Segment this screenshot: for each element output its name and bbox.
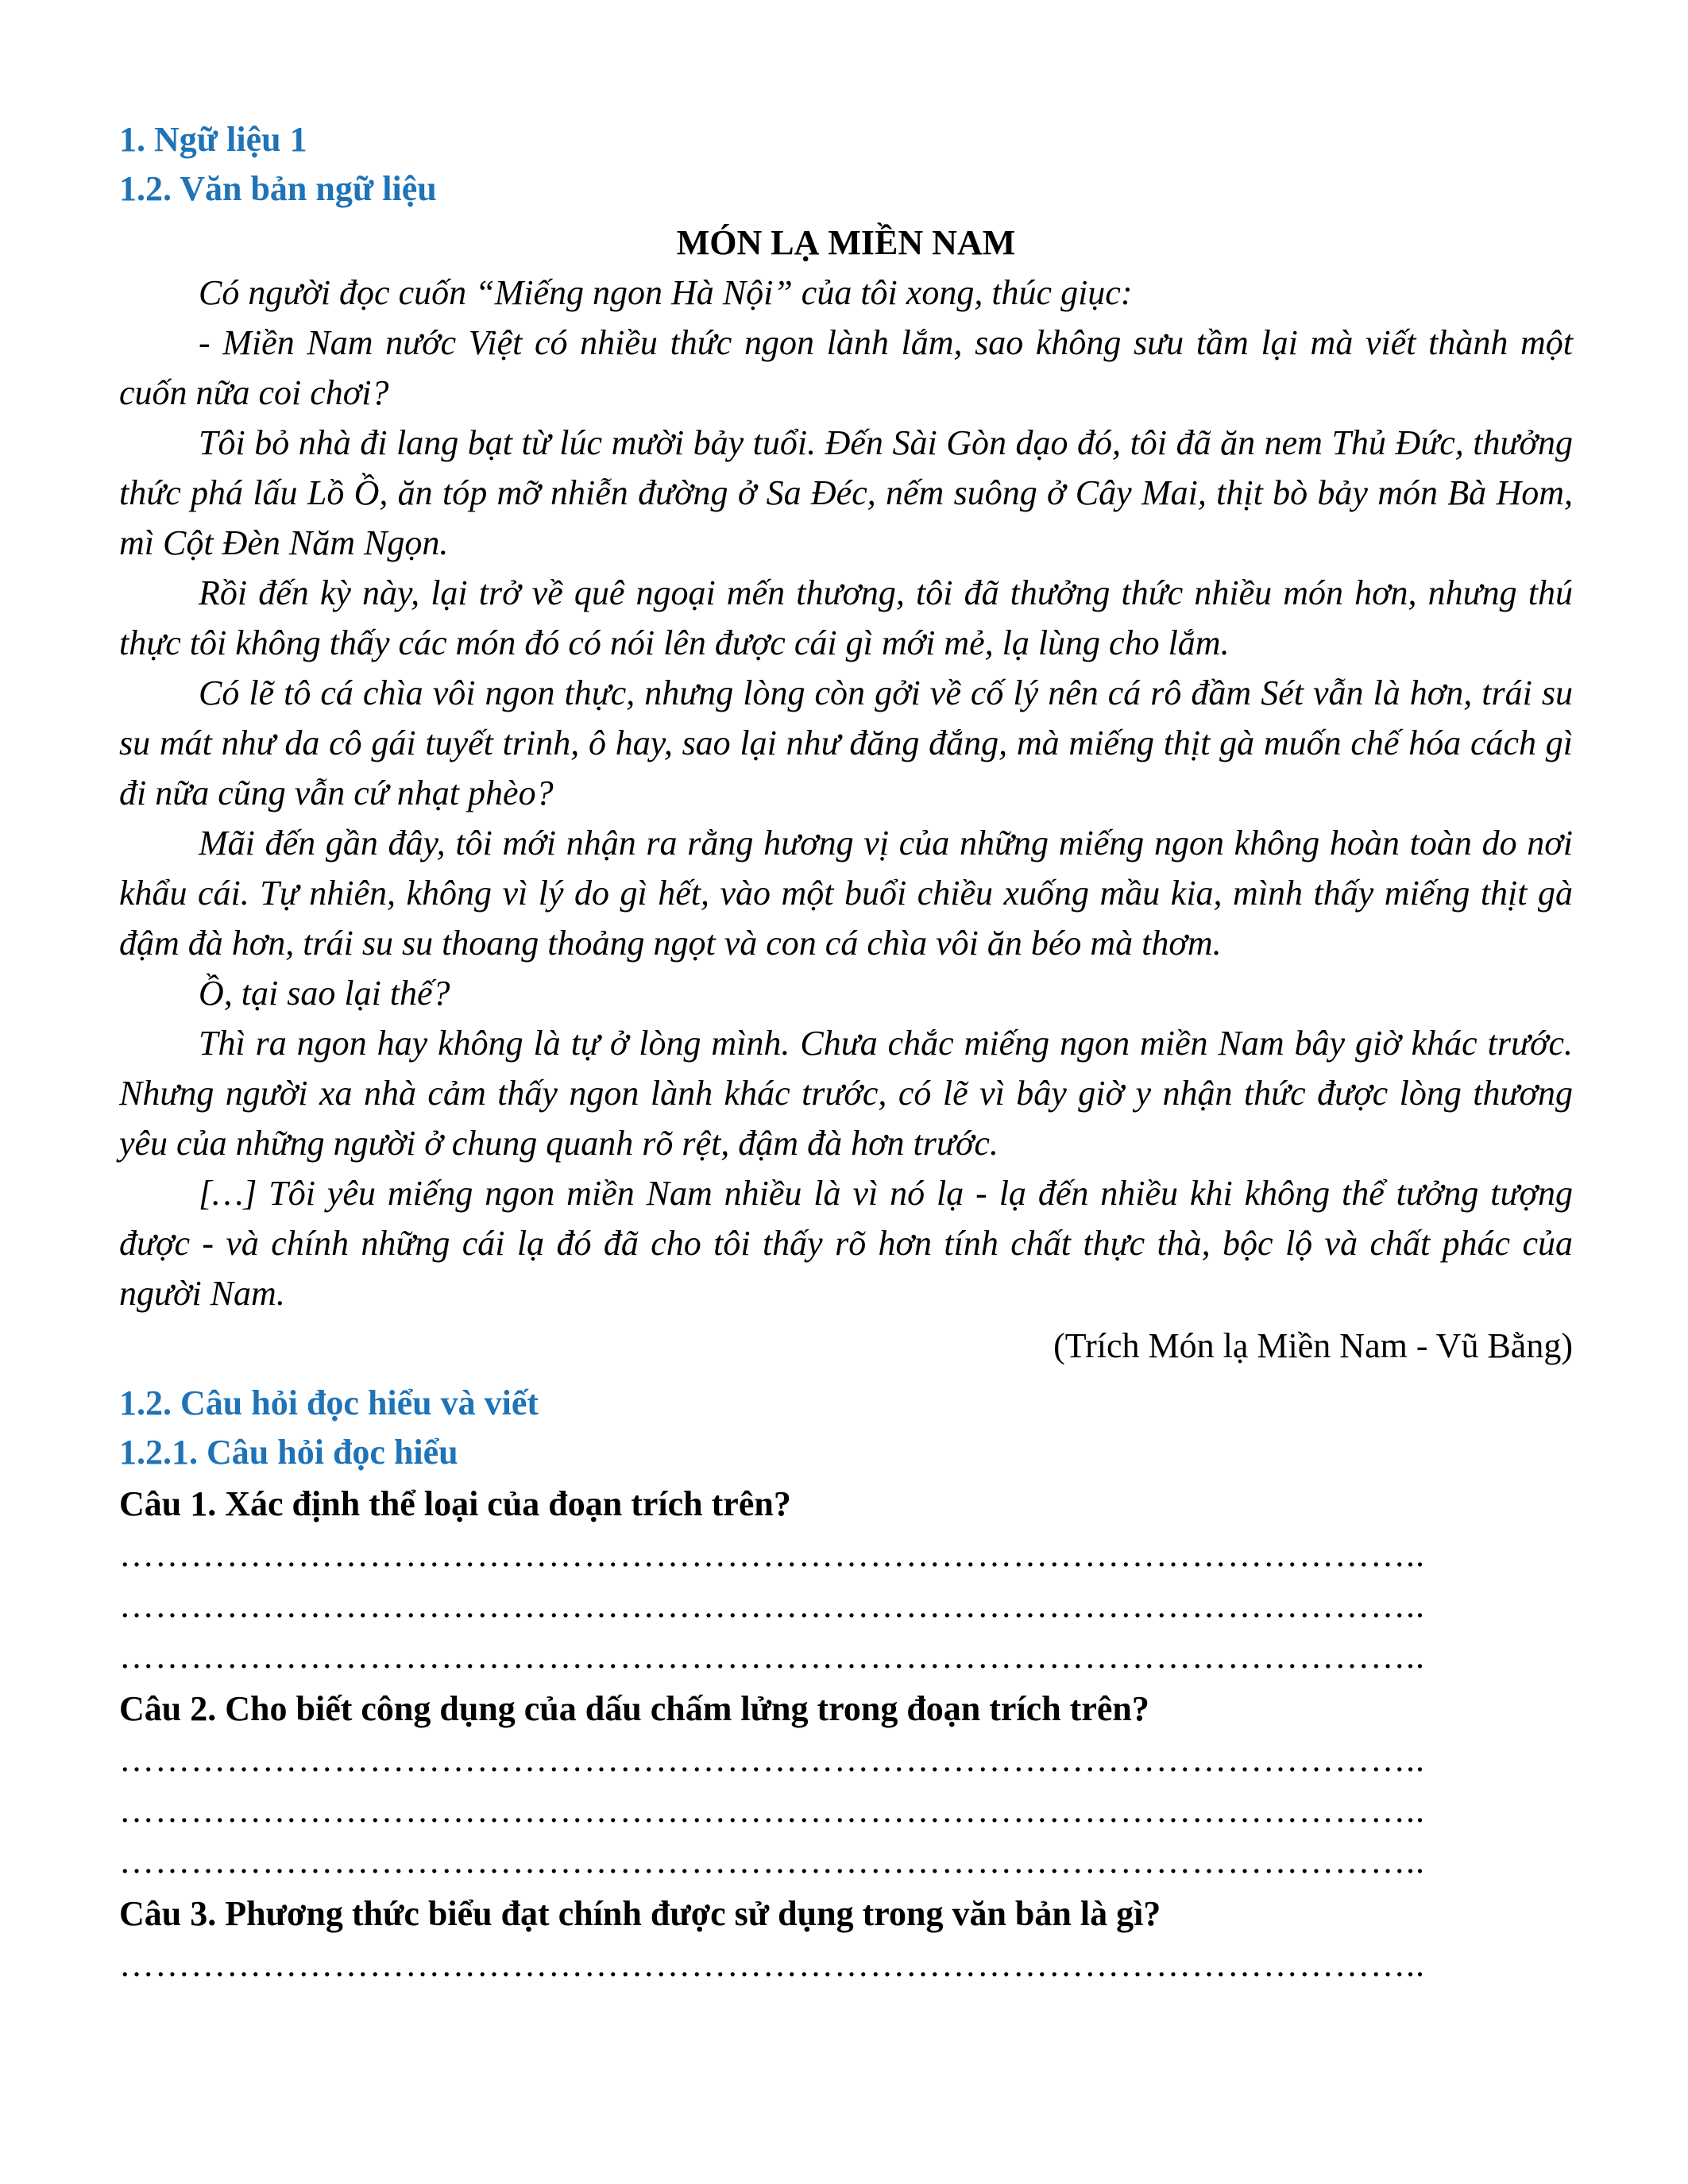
- passage-paragraph: Mãi đến gần đây, tôi mới nhận ra rằng hương vị của những miếng ngon không hoàn toàn do nơi khẩu cái. Tự nhiên, không vì lý do gì hết, vào một buổi chiều xuống mầu kia, mình thấy miếng thịt gà đậm đà hơn, trái su su thoang thoảng ngọt và con cá chìa vôi ăn béo mà thơm.: [119, 824, 1573, 963]
- answer-line[interactable]: ………………………………………………………………………………………………..: [119, 1945, 1425, 1984]
- passage-body: [119, 268, 1573, 1318]
- section-subheading: 1.2.1. Câu hỏi đọc hiểu: [119, 1433, 458, 1472]
- passage-title: MÓN LẠ MIỀN NAM: [676, 223, 1016, 262]
- passage-paragraph: […] Tôi yêu miếng ngon miền Nam nhiều là vì nó lạ - lạ đến nhiều khi không thể tưởng tượng được - và chính những cái lạ đó đã cho tôi thấy rõ hơn tính chất thực thà, bộc lộ và chất phác của người Nam.: [119, 1174, 1573, 1313]
- answer-line[interactable]: ………………………………………………………………………………………………..: [119, 1535, 1425, 1574]
- passage-paragraph: Tôi bỏ nhà đi lang bạt từ lúc mười bảy tuổi. Đến Sài Gòn dạo đó, tôi đã ăn nem Thủ Đức, thưởng thức phá lấu Lồ Ồ, ăn tóp mỡ nhiễn đường ở Sa Đéc, nếm suông ở Cây Mai, thịt bò bảy món Bà Hom, mì Cột Đèn Năm Ngọn.: [119, 423, 1573, 562]
- section-subheading: 1.2. Văn bản ngữ liệu: [119, 169, 437, 208]
- section-heading: 1. Ngữ liệu 1: [119, 120, 307, 159]
- passage-paragraph: Ồ, tại sao lại thế?: [199, 974, 450, 1013]
- answer-line[interactable]: ………………………………………………………………………………………………..: [119, 1586, 1425, 1625]
- question-block: [119, 1479, 1573, 1682]
- document-page: [119, 115, 1573, 1990]
- question-text: Câu 1. Xác định thể loại của đoạn trích trên?: [119, 1484, 791, 1523]
- passage-paragraph: Có người đọc cuốn “Miếng ngon Hà Nội” của tôi xong, thúc giục:: [199, 273, 1133, 312]
- passage-source: (Trích Món lạ Miền Nam - Vũ Bằng): [1053, 1326, 1573, 1365]
- answer-line[interactable]: ………………………………………………………………………………………………..: [119, 1842, 1425, 1881]
- question-text: Câu 2. Cho biết công dụng của dấu chấm lửng trong đoạn trích trên?: [119, 1689, 1149, 1728]
- passage-paragraph: Thì ra ngon hay không là tự ở lòng mình. Chưa chắc miếng ngon miền Nam bây giờ khác trước. Nhưng người xa nhà cảm thấy ngon lành khác trước, có lẽ vì bây giờ y nhận thức được lòng thương yêu của những người ở chung quanh rõ rệt, đậm đà hơn trước.: [119, 1024, 1573, 1163]
- answer-line[interactable]: ………………………………………………………………………………………………..: [119, 1791, 1425, 1830]
- question-text: Câu 3. Phương thức biểu đạt chính được sử dụng trong văn bản là gì?: [119, 1894, 1161, 1933]
- answer-line[interactable]: ………………………………………………………………………………………………..: [119, 1637, 1425, 1676]
- passage-paragraph: Có lẽ tô cá chìa vôi ngon thực, nhưng lòng còn gởi về cố lý nên cá rô đầm Sét vẫn là hơn, trái su su mát như da cô gái tuyết trinh, ô hay, sao lại như đăng đắng, mà miếng thịt gà muốn chế hóa cách gì đi nữa cũng vẫn cứ nhạt phèo?: [119, 673, 1573, 812]
- question-block: [119, 1889, 1573, 1990]
- passage-paragraph: Rồi đến kỳ này, lại trở về quê ngoại mến thương, tôi đã thưởng thức nhiều món hơn, nhưng thú thực tôi không thấy các món đó có nói lên được cái gì mới mẻ, lạ lùng cho lắm.: [119, 573, 1573, 662]
- passage-paragraph: - Miền Nam nước Việt có nhiều thức ngon lành lắm, sao không sưu tầm lại mà viết thành một cuốn nữa coi chơi?: [119, 323, 1573, 412]
- question-block: [119, 1684, 1573, 1887]
- section-heading: 1.2. Câu hỏi đọc hiểu và viết: [119, 1383, 539, 1422]
- answer-line[interactable]: ………………………………………………………………………………………………..: [119, 1740, 1425, 1779]
